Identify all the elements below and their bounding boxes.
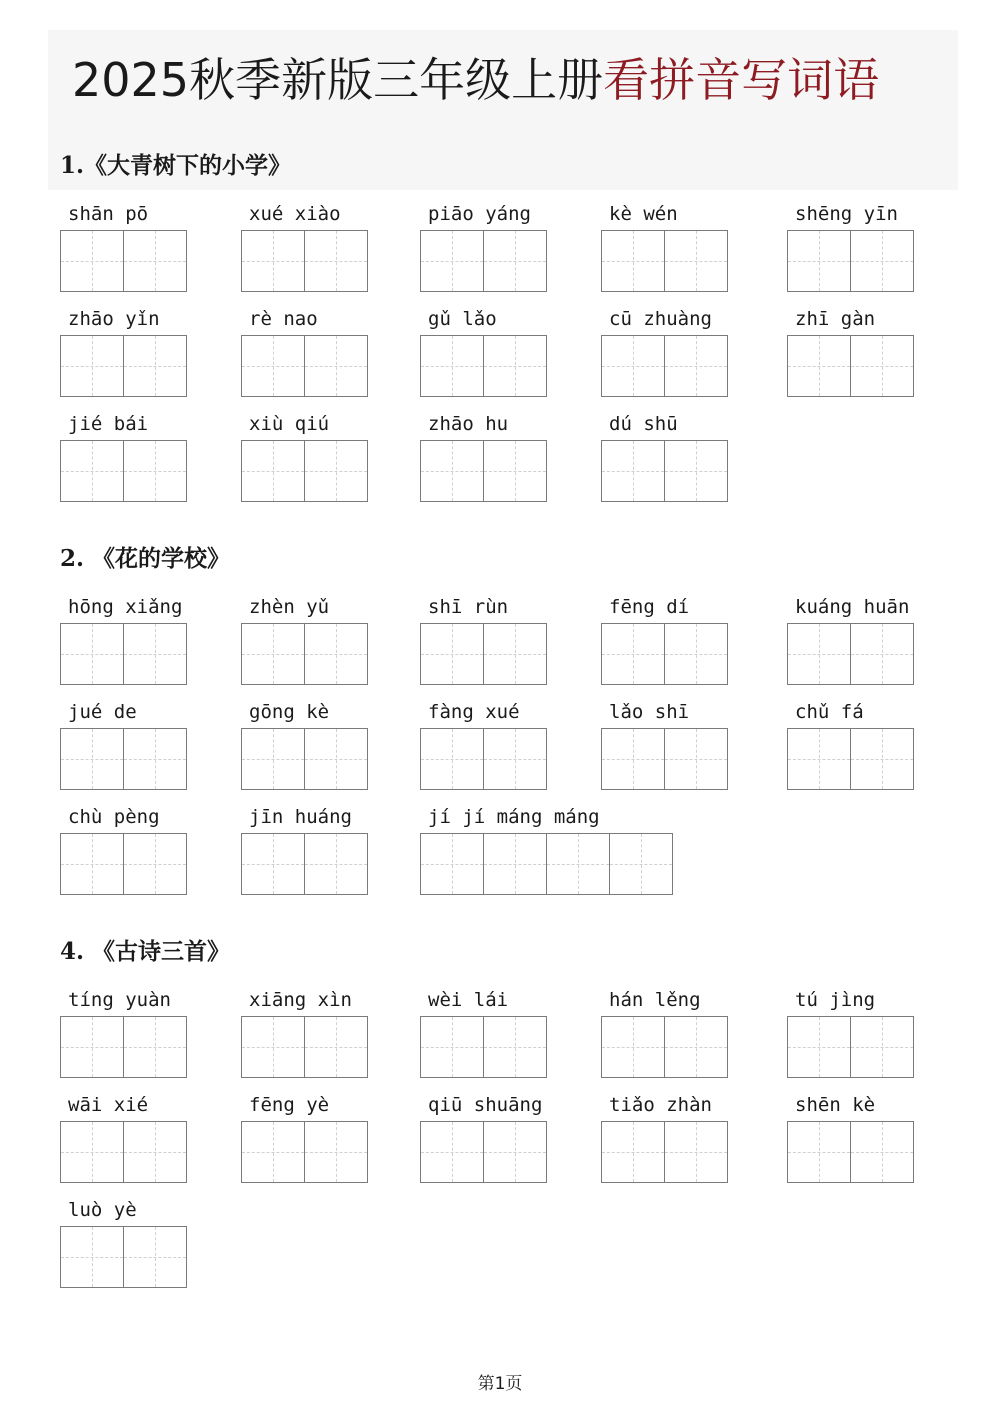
tianzige-cell[interactable] <box>241 1016 305 1078</box>
tianzige-cell[interactable] <box>123 833 187 895</box>
tianzige-cell[interactable] <box>123 335 187 397</box>
writing-grid <box>601 230 727 292</box>
tianzige-cell[interactable] <box>420 1121 484 1183</box>
pinyin-label: rè nao <box>249 308 318 330</box>
tianzige-cell[interactable] <box>420 728 484 790</box>
tianzige-cell[interactable] <box>601 440 665 502</box>
section-1 <box>0 150 1000 530</box>
writing-grid <box>420 623 546 685</box>
pinyin-label: chǔ fá <box>795 701 864 723</box>
tianzige-cell[interactable] <box>787 1016 851 1078</box>
pinyin-label: shī rùn <box>428 596 509 618</box>
tianzige-cell[interactable] <box>304 1121 368 1183</box>
writing-grid <box>787 230 913 292</box>
writing-grid <box>787 1121 913 1183</box>
pinyin-label: chù pèng <box>68 806 160 828</box>
tianzige-cell[interactable] <box>601 1121 665 1183</box>
pinyin-label: fàng xué <box>428 701 520 723</box>
tianzige-cell[interactable] <box>601 1016 665 1078</box>
pinyin-label: piāo yáng <box>428 203 531 225</box>
tianzige-cell[interactable] <box>60 230 124 292</box>
tianzige-cell[interactable] <box>483 623 547 685</box>
pinyin-label: xué xiào <box>249 203 341 225</box>
section-heading: 2. 《花的学校》 <box>60 545 231 572</box>
tianzige-cell[interactable] <box>304 230 368 292</box>
tianzige-cell[interactable] <box>241 1121 305 1183</box>
writing-grid <box>420 1016 546 1078</box>
tianzige-cell[interactable] <box>123 230 187 292</box>
pinyin-label: qiū shuāng <box>428 1094 543 1116</box>
title-accent: 看拼音写词语 <box>603 53 880 107</box>
tianzige-cell[interactable] <box>664 1016 728 1078</box>
tianzige-cell[interactable] <box>483 833 547 895</box>
writing-grid <box>601 1121 727 1183</box>
tianzige-cell[interactable] <box>787 335 851 397</box>
tianzige-cell[interactable] <box>664 623 728 685</box>
tianzige-cell[interactable] <box>60 440 124 502</box>
pinyin-label: jué de <box>68 701 137 723</box>
writing-grid <box>60 1226 186 1288</box>
tianzige-cell[interactable] <box>60 728 124 790</box>
tianzige-cell[interactable] <box>850 1016 914 1078</box>
section-heading: 1.《大青树下的小学》 <box>60 152 292 179</box>
tianzige-cell[interactable] <box>664 230 728 292</box>
tianzige-cell[interactable] <box>123 728 187 790</box>
pinyin-label: zhāo yǐn <box>68 308 160 330</box>
writing-grid <box>60 1121 186 1183</box>
writing-grid <box>601 728 727 790</box>
pinyin-label: xiāng xìn <box>249 989 352 1011</box>
tianzige-cell[interactable] <box>241 623 305 685</box>
tianzige-cell[interactable] <box>60 1226 124 1288</box>
pinyin-label: shān pō <box>68 203 149 225</box>
pinyin-label: jí jí máng máng <box>428 806 600 828</box>
title-main: 2025秋季新版三年级上册 <box>72 53 604 107</box>
tianzige-cell[interactable] <box>123 1226 187 1288</box>
tianzige-cell[interactable] <box>420 230 484 292</box>
tianzige-cell[interactable] <box>546 833 610 895</box>
page-number: 第1页 <box>477 1374 523 1394</box>
tianzige-cell[interactable] <box>241 728 305 790</box>
writing-grid <box>60 833 186 895</box>
tianzige-cell[interactable] <box>850 1121 914 1183</box>
page-title <box>72 52 879 108</box>
tianzige-cell[interactable] <box>123 623 187 685</box>
section-heading: 4. 《古诗三首》 <box>60 938 231 965</box>
tianzige-cell[interactable] <box>609 833 673 895</box>
pinyin-label: hōng xiǎng <box>68 596 183 618</box>
pinyin-label: zhāo hu <box>428 413 509 435</box>
tianzige-cell[interactable] <box>304 440 368 502</box>
writing-grid <box>787 728 913 790</box>
pinyin-label: kuáng huān <box>795 596 910 618</box>
tianzige-cell[interactable] <box>60 1016 124 1078</box>
writing-grid <box>60 440 186 502</box>
pinyin-label: fēng yè <box>249 1094 330 1116</box>
tianzige-cell[interactable] <box>123 1121 187 1183</box>
tianzige-cell[interactable] <box>60 833 124 895</box>
pinyin-label: zhèn yǔ <box>249 596 330 618</box>
pinyin-label: shēng yīn <box>795 203 898 225</box>
section-2 <box>0 543 1000 923</box>
tianzige-cell[interactable] <box>601 335 665 397</box>
tianzige-cell[interactable] <box>420 335 484 397</box>
writing-grid <box>601 440 727 502</box>
writing-grid <box>241 833 367 895</box>
pinyin-label: cū zhuàng <box>609 308 712 330</box>
tianzige-cell[interactable] <box>60 335 124 397</box>
tianzige-cell[interactable] <box>420 440 484 502</box>
pinyin-label: luò yè <box>68 1199 137 1221</box>
tianzige-cell[interactable] <box>241 833 305 895</box>
tianzige-cell[interactable] <box>483 1016 547 1078</box>
writing-grid <box>60 335 186 397</box>
writing-grid <box>601 1016 727 1078</box>
tianzige-cell[interactable] <box>664 440 728 502</box>
tianzige-cell[interactable] <box>304 1016 368 1078</box>
pinyin-label: wèi lái <box>428 989 509 1011</box>
pinyin-label: hán lěng <box>609 989 701 1011</box>
writing-grid <box>241 1016 367 1078</box>
tianzige-cell[interactable] <box>850 230 914 292</box>
tianzige-cell[interactable] <box>483 1121 547 1183</box>
tianzige-cell[interactable] <box>483 728 547 790</box>
tianzige-cell[interactable] <box>420 833 484 895</box>
writing-grid <box>60 230 186 292</box>
writing-grid <box>241 1121 367 1183</box>
writing-grid <box>420 230 546 292</box>
tianzige-cell[interactable] <box>241 335 305 397</box>
writing-grid <box>420 1121 546 1183</box>
tianzige-cell[interactable] <box>483 440 547 502</box>
pinyin-label: jīn huáng <box>249 806 352 828</box>
tianzige-cell[interactable] <box>664 1121 728 1183</box>
tianzige-cell[interactable] <box>787 728 851 790</box>
pinyin-label: wāi xié <box>68 1094 149 1116</box>
tianzige-cell[interactable] <box>123 1016 187 1078</box>
tianzige-cell[interactable] <box>123 440 187 502</box>
tianzige-cell[interactable] <box>787 230 851 292</box>
writing-grid <box>601 335 727 397</box>
writing-grid <box>420 728 546 790</box>
pinyin-label: tiǎo zhàn <box>609 1094 712 1116</box>
tianzige-cell[interactable] <box>304 335 368 397</box>
tianzige-cell[interactable] <box>850 623 914 685</box>
section-3 <box>0 936 1000 1316</box>
tianzige-cell[interactable] <box>304 728 368 790</box>
writing-grid <box>420 440 546 502</box>
pinyin-label: kè wén <box>609 203 678 225</box>
pinyin-label: tú jìng <box>795 989 876 1011</box>
pinyin-label: gōng kè <box>249 701 330 723</box>
writing-grid <box>787 1016 913 1078</box>
writing-grid <box>60 623 186 685</box>
tianzige-cell[interactable] <box>483 335 547 397</box>
writing-grid <box>241 335 367 397</box>
writing-grid <box>601 623 727 685</box>
pinyin-label: fēng dí <box>609 596 690 618</box>
pinyin-label: lǎo shī <box>609 701 690 723</box>
pinyin-label: dú shū <box>609 413 678 435</box>
pinyin-label: shēn kè <box>795 1094 876 1116</box>
pinyin-label: tíng yuàn <box>68 989 171 1011</box>
pinyin-label: xiù qiú <box>249 413 330 435</box>
tianzige-cell[interactable] <box>787 623 851 685</box>
tianzige-cell[interactable] <box>601 623 665 685</box>
writing-grid <box>60 1016 186 1078</box>
tianzige-cell[interactable] <box>664 728 728 790</box>
writing-grid <box>241 728 367 790</box>
tianzige-cell[interactable] <box>483 230 547 292</box>
writing-grid <box>241 623 367 685</box>
tianzige-cell[interactable] <box>420 623 484 685</box>
writing-grid <box>60 728 186 790</box>
pinyin-label: gǔ lǎo <box>428 308 497 330</box>
tianzige-cell[interactable] <box>60 1121 124 1183</box>
writing-grid <box>420 335 546 397</box>
writing-grid <box>241 440 367 502</box>
tianzige-cell[interactable] <box>664 335 728 397</box>
pinyin-label: jié bái <box>68 413 149 435</box>
tianzige-cell[interactable] <box>850 335 914 397</box>
writing-grid <box>787 335 913 397</box>
tianzige-cell[interactable] <box>601 230 665 292</box>
tianzige-cell[interactable] <box>60 623 124 685</box>
pinyin-label: zhī gàn <box>795 308 876 330</box>
tianzige-cell[interactable] <box>850 728 914 790</box>
tianzige-cell[interactable] <box>787 1121 851 1183</box>
tianzige-cell[interactable] <box>241 230 305 292</box>
writing-grid <box>420 833 672 895</box>
tianzige-cell[interactable] <box>420 1016 484 1078</box>
tianzige-cell[interactable] <box>241 440 305 502</box>
writing-grid <box>787 623 913 685</box>
writing-grid <box>241 230 367 292</box>
tianzige-cell[interactable] <box>601 728 665 790</box>
tianzige-cell[interactable] <box>304 623 368 685</box>
tianzige-cell[interactable] <box>304 833 368 895</box>
